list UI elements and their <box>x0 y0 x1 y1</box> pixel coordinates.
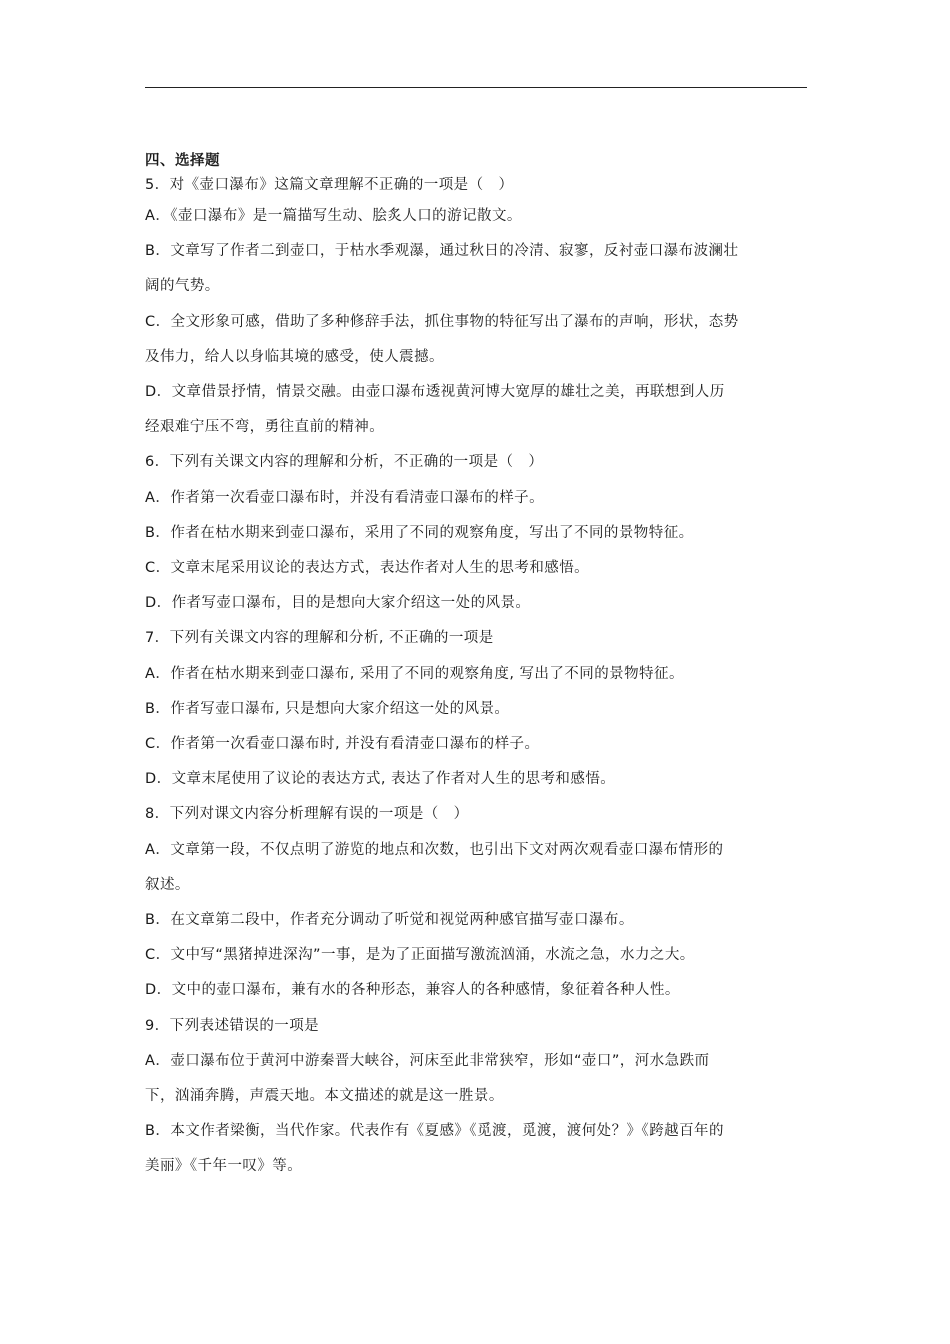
question-8-option-a: A．文章第一段，不仅点明了游览的地点和次数，也引出下文对两次观看壶口瀑布情形的 <box>145 841 724 858</box>
question-8-option-a-cont: 叙述。 <box>145 876 190 893</box>
question-5-option-d-cont: 经艰难宁压不弯，勇往直前的精神。 <box>145 419 385 436</box>
question-9-option-b-cont: 美丽》《千年一叹》等。 <box>145 1158 303 1175</box>
document-body <box>145 150 807 1185</box>
section-heading: 四、选择题 <box>145 153 220 169</box>
question-8-option-c: C．文中写“黑猪掉进深沟”一事，是为了正面描写激流汹涌，水流之急，水力之大。 <box>145 947 695 964</box>
question-7-option-b: B．作者写壶口瀑布, 只是想向大家介绍这一处的风景。 <box>145 700 510 717</box>
question-6-option-d: D．作者写壶口瀑布，目的是想向大家介绍这一处的风景。 <box>145 595 531 612</box>
question-6-option-c: C．文章末尾采用议论的表达方式，表达作者对人生的思考和感悟。 <box>145 560 590 577</box>
question-5-stem: 5．对《壶口瀑布》这篇文章理解不正确的一项是（ ） <box>145 177 514 193</box>
question-5-option-b-cont: 阔的气势。 <box>145 278 220 295</box>
question-5-option-b: B．文章写了作者二到壶口，于枯水季观瀑，通过秋日的冷清、寂寥，反衬壶口瀑布波澜壮 <box>145 243 739 260</box>
header-rule <box>145 87 807 88</box>
question-5-option-c-cont: 及伟力，给人以身临其境的感受，使人震撼。 <box>145 348 444 365</box>
question-7-option-c: C．作者第一次看壶口瀑布时, 并没有看清壶口瀑布的样子。 <box>145 736 540 753</box>
question-8-option-d: D．文中的壶口瀑布，兼有水的各种形态，兼容人的各种感情，象征着各种人性。 <box>145 982 680 999</box>
question-9-option-b: B．本文作者梁衡，当代作家。代表作有《夏感》《觅渡，觅渡，渡何处？》《跨越百年的 <box>145 1123 724 1140</box>
question-8-option-b: B．在文章第二段中，作者充分调动了听觉和视觉两种感官描写壶口瀑布。 <box>145 912 634 929</box>
question-9-stem: 9．下列表述错误的一项是 <box>145 1017 320 1034</box>
question-6-option-b: B．作者在枯水期来到壶口瀑布，采用了不同的观察角度，写出了不同的景物特征。 <box>145 524 694 541</box>
question-9-option-a-cont: 下，汹涌奔腾，声震天地。本文描述的就是这一胜景。 <box>145 1088 504 1105</box>
question-5-option-c: C．全文形象可感，借助了多种修辞手法，抓住事物的特征写出了瀑布的声响，形状，态势 <box>145 313 739 330</box>
question-5-option-a: A．《壶口瀑布》是一篇描写生动、脍炙人口的游记散文。 <box>145 208 522 224</box>
question-6-option-a: A．作者第一次看壶口瀑布时，并没有看清壶口瀑布的样子。 <box>145 489 545 506</box>
question-9-option-a: A．壶口瀑布位于黄河中游秦晋大峡谷，河床至此非常狭窄，形如“壶口”，河水急跌而 <box>145 1052 710 1069</box>
question-7-stem: 7．下列有关课文内容的理解和分析, 不正确的一项是 <box>145 630 494 647</box>
question-8-stem: 8．下列对课文内容分析理解有误的一项是（ ） <box>145 806 469 823</box>
question-5-option-d: D．文章借景抒情，情景交融。由壶口瀑布透视黄河博大宽厚的雄壮之美，再联想到人历 <box>145 384 725 401</box>
question-7-option-d: D．文章末尾使用了议论的表达方式, 表达了作者对人生的思考和感悟。 <box>145 771 616 788</box>
question-6-stem: 6．下列有关课文内容的理解和分析，不正确的一项是（ ） <box>145 454 544 471</box>
question-7-option-a: A．作者在枯水期来到壶口瀑布, 采用了不同的观察角度, 写出了不同的景物特征。 <box>145 665 684 682</box>
